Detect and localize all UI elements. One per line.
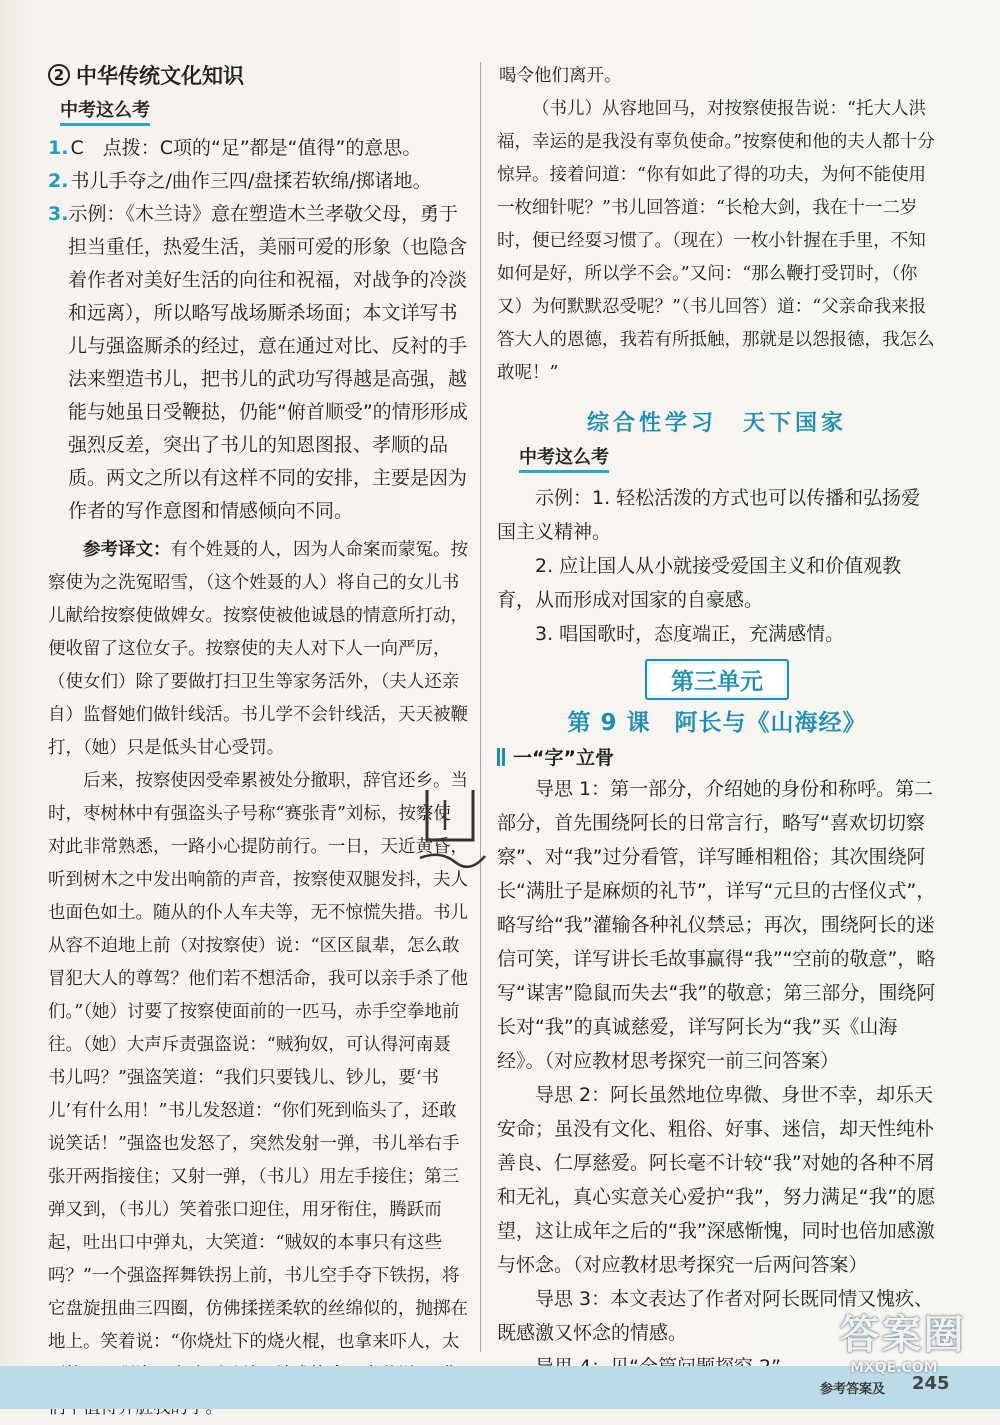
answer-item (48, 198, 468, 528)
answer-text: C 点拨：C项的“足”都是“值得”的意思。 (70, 137, 422, 159)
section-title: 中华传统文化知识 (76, 64, 244, 88)
answer-item (48, 165, 468, 198)
section-heading (48, 60, 468, 90)
column-divider (480, 62, 481, 1352)
exam-label: 中考这么考 (60, 96, 150, 126)
sub-heading (497, 743, 937, 770)
sub-heading-text: 一“字”立骨 (513, 747, 614, 769)
handwritten-annotation (415, 770, 490, 880)
answer-number: 3. (48, 203, 69, 225)
footer-label: 参考答案及 (820, 1382, 886, 1397)
bars-icon (497, 748, 507, 766)
translation-paragraph: （书儿）从容地回马，对按察使报告说：“托大人洪福，幸运的是我没有辜负使命。”按察使和他的夫人都十分惊异。接着问道：“你有如此了得的功夫，为何不能使用一枚细针呢？”书儿回答道：“长枪大剑，我在十一二岁时，便已经耍习惯了。（现在）一枚小针握在手里，不知如何是好，所以学不会。”又问：“那么鞭打受罚时，（你又）为何默默忍受呢？”（书儿回答）道：“父亲命我来报答大人的恩德，我若有所抵触，那就是以怨报德，我怎么敢呢！” (497, 99, 935, 383)
answer-number: 1. (48, 137, 69, 159)
guide-item: 导思 1：第一部分，介绍她的身份和称呼。第二部分，首先围绕阿长的日常言行，略写“喜欢切切察察”、对“我”过分看管，详写睡相粗俗；其次围绕阿长“满肚子是麻烦的礼节”，详写“元旦的古怪仪式”，略写给“我”灌输各种礼仪禁忌；再次，围绕阿长的迷信可笑，详写讲长毛故事赢得“我”“空前的敬意”，略写“谋害”隐鼠而失去“我”的敬意；第三部分，围绕阿长对“我”的真诚慈爱，详写阿长为“我”买《山海经》。（对应教材思考探究一前三问答案） (497, 778, 936, 1072)
page-number: 245 (912, 1373, 950, 1394)
guide-item: 导思 2：阿长虽然地位卑微、身世不幸，却乐天安命；虽没有文化、粗俗、好事、迷信，却天性纯朴善良、仁厚慈爱。阿长毫不计较“我”对她的各种不屑和无礼，真心实意关心爱护“我”，努力满足“我”的愿望，这让成年之后的“我”深感惭愧，同时也倍加感激与怀念。（对应教材思考探究一后两问答案） (497, 1084, 936, 1276)
answer-number: 2. (48, 170, 69, 192)
topic-item: 示例：1. 轻松活泼的方式也可以传播和弘扬爱国主义精神。 (497, 487, 921, 543)
translation-text: 有个姓聂的人，因为人命案而蒙冤。按察使为之洗冤昭雪，（这个姓聂的人）将自己的女儿书儿献给按察使做婢女。按察使被他诚恳的情意所打动，便收留了这位女子。按察使的夫人对下人一向严厉，（使女们）除了要做打扫卫生等家务活外，（夫人还亲自）监督她们做针线活。书儿学不会针线活，天天被鞭打，（她）只是低头甘心受罚。 (48, 540, 468, 758)
exam-label: 中考这么考 (519, 443, 609, 473)
answer-item (48, 132, 468, 165)
right-column (497, 60, 937, 1384)
translation-label: 参考译文： (83, 540, 171, 560)
answer-text: 书儿手夺之/曲作三四/盘揉若软绵/掷诸地。 (70, 170, 432, 192)
lesson-title: 第 9 课 阿长与《山海经》 (567, 710, 867, 736)
translation-paragraph (48, 534, 468, 765)
topic-title: 综合性学习 天下国家 (586, 411, 847, 436)
guide-item: 导思 3：本文表达了作者对阿长既同情又愧疚、既感激又怀念的情感。 (497, 1288, 934, 1344)
watermark-logo: 答案圈 (839, 1311, 966, 1358)
unit-title: 第三单元 (645, 659, 789, 700)
circled-number: 2 (48, 64, 70, 86)
left-column (48, 60, 468, 1425)
answer-text: 示例：《木兰诗》意在塑造木兰孝敬父母，勇于担当重任，热爱生活，美丽可爱的形象（也隐含着作者对美好生活的向往和祝福，对战争的冷淡和远离），所以略写战场厮杀场面；本文详写书儿与强盗厮杀的经过，意在通过对比、反衬的手法来塑造书儿，把书儿的武功写得越是高强，越能与她虽日受鞭挞，仍能“俯首顺受”的情形形成强烈反差，突出了书儿的知恩图报、孝顺的品质。两文之所以有这样不同的安排，主要是因为作者的写作意图和情感倾向不同。 (68, 203, 468, 522)
topic-item: 3. 唱国歌时，态度端正，充满感情。 (535, 623, 845, 645)
translation-continuation: 喝令他们离开。 (499, 66, 622, 86)
watermark-url: MXQE.COM (850, 1360, 938, 1376)
translation-paragraph: 后来，按察使因受牵累被处分撤职，辞官还乡。当时，枣树林中有强盗头子号称“赛张青”刘标，按察使对此非常熟悉，一路小心提防前行。一日，天近黄昏，听到树木之中发出响箭的声音，按察使双腿发抖，夫人也面色如土。随从的仆人车夫等，无不惊慌失措。书儿从容不迫地上前（对按察使）说：“区区鼠辈，怎么敢冒犯大人的尊驾？他们若不想活命，我可以亲手杀了他们。”（她）讨要了按察使面前的一匹马，赤手空拳地前往。（她）大声斥责强盗说：“贼狗奴，可认得河南聂书儿吗？”强盗笑道：“我们只要钱儿、钞儿，要‘书儿’有什么用！”书儿发怒道：“你们死到临头了，还敢说笑话！”强盗也发怒了，突然发射一弹，书儿举右手张开两指接住；又射一弹，（书儿）用左手接住；第三弹又到，（书儿）笑着张口迎住，用牙衔住，腾跃而起，吐出口中弹丸，大笑道：“贼奴的本事只有这些吗？”一个强盗挥舞铁拐上前，书儿空手夺下铁拐，将它盘旋扭曲三四圈，仿佛揉搓柔软的丝绵似的，抛掷在地上。笑着说：“你烧灶下的烧火棍，也拿来吓人，太 (48, 771, 468, 1352)
topic-item: 2. 应让国人从小就接受爱国主义和价值观教育，从而形成对国家的自豪感。 (497, 555, 902, 611)
